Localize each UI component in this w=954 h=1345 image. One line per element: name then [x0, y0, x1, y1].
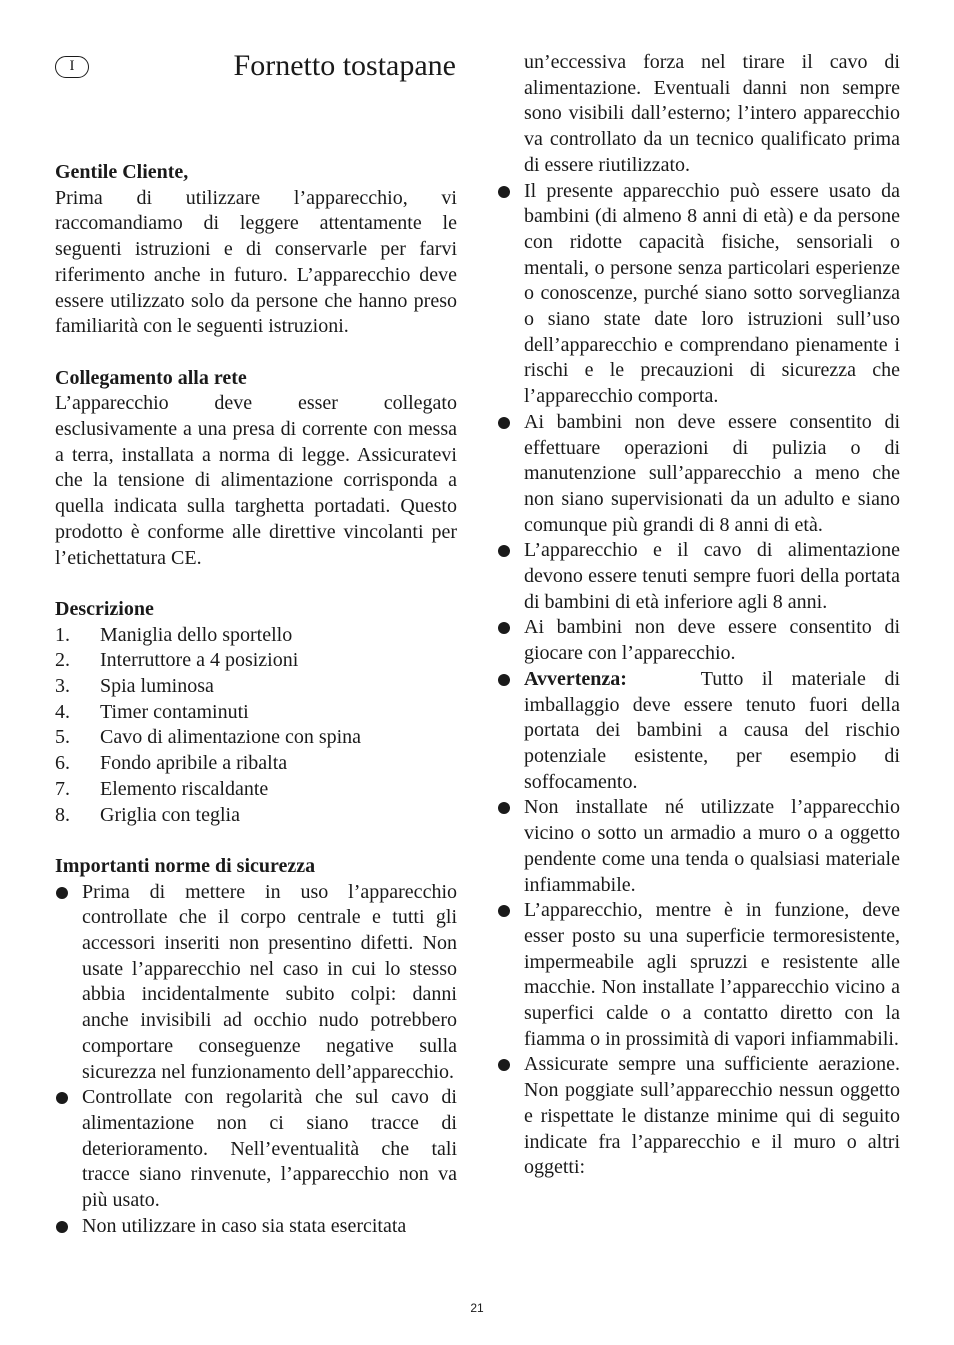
item-label: Cavo di alimentazione con spina: [100, 726, 362, 749]
intro-text: Prima di utilizzare l’apparecchio, vi raccomandiamo di leggere attentamente le seguenti istruzioni e di conservarle per farvi riferimento anche in futuro. L’apparecchio deve essere utilizzato solo da persone che hanno preso familiarità con le seguenti istruzioni.: [55, 186, 457, 338]
bullet-icon: [498, 674, 510, 686]
safety-item: [55, 1214, 457, 1240]
safety-list-right: [497, 179, 900, 1181]
safety-item-text: Assicurate sempre una sufficiente aerazione. Non poggiate sull’apparecchio nessun oggetto e rispettate le distanze minime qui di seguito indicate fra l’apparecchio e il muro o altri oggetti:: [524, 1053, 900, 1179]
item-label: Maniglia dello sportello: [100, 623, 293, 646]
intro-heading: Gentile Cliente,: [55, 161, 189, 183]
item-number: 2.: [55, 649, 70, 672]
safety-item-text: Ai bambini non deve essere consentito di effettuare operazioni di pulizia o di manutenzione sull’apparecchio a meno che non siano supervisionati da un adulto e siano comunque più grandi di 8 anni di età.: [524, 410, 900, 536]
list-item: [55, 751, 457, 777]
item-label: Interruttore a 4 posizioni: [100, 649, 299, 672]
safety-item: [497, 410, 900, 539]
bullet-icon: [498, 1059, 510, 1071]
bullet-icon: [56, 1092, 68, 1104]
bullet-icon: [498, 186, 510, 198]
safety-list-left: [55, 880, 457, 1240]
safety-item-warning: [497, 667, 900, 796]
connection-text: L’apparecchio deve esser collegato esclusivamente a una presa di corrente con messa a terra, installata a norma di legge. Assicuratevi che la tensione di alimentazione corrisponda a quella indicata sulla targhetta portadati. Questo prodotto è conforme alle direttive vincolanti per l’etichettatura CE.: [55, 392, 457, 569]
list-item: [55, 623, 457, 649]
safety-item: [497, 795, 900, 898]
safety-continuation: un’eccessiva forza nel tirare il cavo di alimentazione. Eventuali danni non sempre sono visibili dall’esterno; l’intero apparecchio va controllato da un tecnico qualificato prima di essere riutilizzato.: [524, 51, 900, 176]
bullet-icon: [498, 417, 510, 429]
list-item: [55, 700, 457, 726]
safety-item-text: L’apparecchio e il cavo di alimentazione devono essere tenuti sempre fuori della portata di bambini di età inferiore agli 8 anni.: [524, 539, 900, 613]
language-badge: I: [55, 56, 89, 78]
warning-label: Avvertenza:: [524, 667, 627, 690]
right-column: [497, 50, 900, 1181]
item-label: Fondo apribile a ribalta: [100, 752, 288, 775]
bullet-icon: [498, 622, 510, 634]
safety-item: [55, 880, 457, 1086]
left-column: [55, 160, 457, 1239]
safety-item: [497, 538, 900, 615]
item-label: Elemento riscaldante: [100, 777, 269, 800]
safety-item: [497, 615, 900, 666]
item-label: Griglia con teglia: [100, 803, 240, 826]
safety-item-text: Non installate né utilizzate l’apparecchio vicino o sotto un armadio a muro o a oggetto pendente come una tenda o qualsiasi materiale infiammabile.: [524, 796, 900, 896]
item-number: 7.: [55, 777, 70, 800]
safety-item: [497, 898, 900, 1052]
list-item: [55, 725, 457, 751]
item-number: 4.: [55, 700, 70, 723]
safety-item-text: Ai bambini non deve essere consentito di giocare con l’apparecchio.: [524, 616, 900, 665]
bullet-icon: [498, 905, 510, 917]
item-label: Spia luminosa: [100, 675, 214, 698]
bullet-icon: [498, 545, 510, 557]
bullet-icon: [56, 1221, 68, 1233]
item-number: 5.: [55, 726, 70, 749]
item-label: Timer contaminuti: [100, 700, 249, 723]
list-item: [55, 674, 457, 700]
safety-item-text: Non utilizzare in caso sia stata esercitata: [82, 1214, 407, 1237]
safety-item: [55, 1085, 457, 1214]
list-item: [55, 803, 457, 829]
description-heading: Descrizione: [55, 597, 154, 620]
safety-item: [497, 179, 900, 410]
item-number: 8.: [55, 803, 70, 826]
safety-heading: Importanti norme di sicurezza: [55, 854, 316, 877]
bullet-icon: [498, 802, 510, 814]
page-title: Fornetto tostapane: [233, 49, 456, 82]
safety-item-text: Il presente apparecchio può essere usato da bambini (di almeno 8 anni di età) e da persone con ridotte capacità fisiche, sensoriali o mentali, o persone senza particolari esperienze o conoscenze, purché siano sotto sorveglianza o siano state date loro istruzioni sull’uso dell’apparecchio e comprendano pienamente i rischi e le precauzioni di sicurezza che l’apparecchio comporta.: [524, 179, 900, 408]
page-number: 21: [470, 1301, 484, 1315]
description-list: [55, 623, 457, 829]
item-number: 3.: [55, 675, 70, 698]
connection-heading: Collegamento alla rete: [55, 366, 247, 389]
safety-item-text: Controllate con regolarità che sul cavo di alimentazione non ci siano tracce di deterioramento. Nell’eventualità che tali tracce siano rinvenute, l’apparecchio non va più usato.: [82, 1086, 457, 1212]
item-number: 6.: [55, 752, 70, 775]
safety-item: [497, 1052, 900, 1181]
list-item: [55, 648, 457, 674]
bullet-icon: [56, 887, 68, 899]
safety-item-text: Prima di mettere in uso l’apparecchio controllate che il corpo centrale e tutti gli accessori inseriti non presentino difetti. Non usate l’apparecchio nel caso in cui lo stesso abbia incidentalmente subito colpi: danni anche invisibili ad occhio nudo potrebbero comportare conseguenze negative sulla sicurezza nel funzionamento dell’apparecchio.: [82, 880, 457, 1083]
warning-text: Tutto il materiale di imballaggio deve essere tenuto fuori della portata dei bambini a causa del rischio potenziale esistente, per esempio di soffocamento.: [524, 667, 900, 793]
list-item: [55, 777, 457, 803]
item-number: 1.: [55, 623, 70, 646]
safety-item-text: L’apparecchio, mentre è in funzione, deve esser posto su una superficie termoresistente, impermeabile agli spruzzi e resistente alle macchie. Non installate l’apparecchio vicino a superfici calde o a contatto diretto con la fiamma o in prossimità di vapori infiammabili.: [524, 899, 900, 1050]
